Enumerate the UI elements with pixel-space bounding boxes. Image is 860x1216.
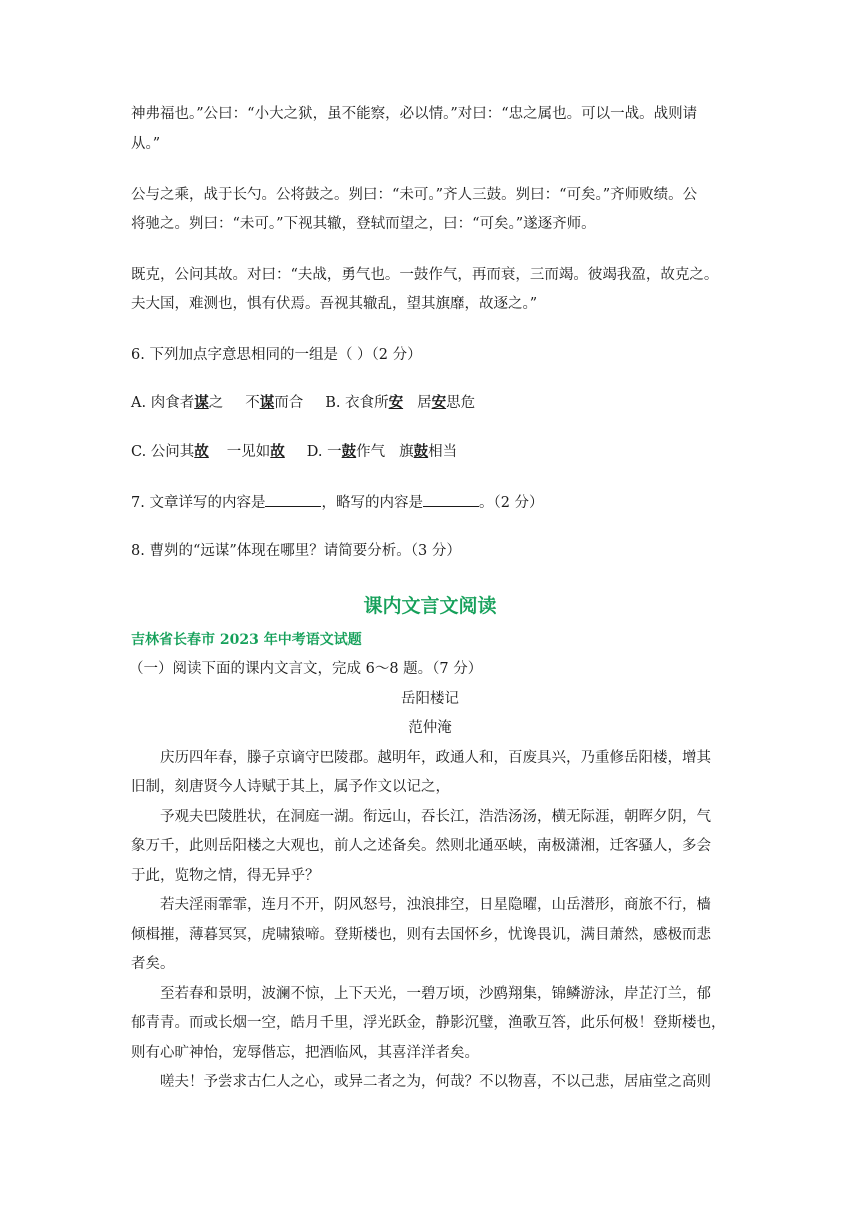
dotted-char: 安 [431,394,447,411]
option-a-label: A. [131,395,147,411]
question-6-options-ab [131,393,475,413]
question-7 [131,492,544,513]
passage-a-line: 既克，公问其故。对曰：“夫战，勇气也。一鼓作气，再而衰，三而竭。彼竭我盈，故克之。 [131,267,719,283]
option-text: 之 [208,395,224,411]
option-text: 衣食所 [345,395,389,411]
passage-b-line: 郁青青。而或长烟一空，皓月千里，浮光跃金，静影沉璧，渔歌互答，此乐何极！登斯楼也， [131,1015,726,1031]
dotted-char: 安 [388,394,404,411]
option-c-label: C. [131,444,147,460]
section-instruction: （一）阅读下面的课内文言文，完成 6～8 题。（7 分） [129,661,483,677]
answer-blank[interactable] [423,492,479,507]
option-text: 作气 [356,444,386,460]
option-text: 一见如 [226,444,271,460]
section-title: 课内文言文阅读 [363,595,497,617]
passage-a-line: 将驰之。刿曰：“未可。”下视其辙，登轼而望之，曰：“可矣。”遂逐齐师。 [131,216,596,232]
question-7-text: 。（2 分） [478,495,544,511]
dotted-char: 鼓 [341,443,357,460]
dotted-char: 谋 [194,394,209,411]
essay-title: 岳阳楼记 [401,691,459,707]
dotted-char: 故 [194,443,209,460]
passage-b-line: 若夫淫雨霏霏，连月不开，阴风怒号，浊浪排空，日星隐曜，山岳潜形，商旅不行，樯 [160,897,711,913]
question-6: 6. 下列加点字意思相同的一组是（ ）（2 分） [131,347,422,363]
option-text: 居 [417,395,432,411]
option-text: 相当 [428,444,458,460]
exam-source: 吉林省长春市 2023 年中考语文试题 [131,632,362,648]
option-d-label: D. [306,444,323,460]
question-7-text: 7. 文章详写的内容是 [131,495,266,511]
passage-b-line: 象万千，此则岳阳楼之大观也，前人之述备矣。然则北通巫峡，南极潇湘，迁客骚人，多会 [131,838,711,854]
essay-author: 范仲淹 [408,720,452,736]
option-text: 思危 [446,395,476,411]
passage-b-line: 至若春和景明，波澜不惊，上下天光，一碧万顷，沙鸥翔集，锦鳞游泳，岸芷汀兰，郁 [160,986,711,1002]
dotted-char: 鼓 [413,443,429,460]
passage-a-line: 夫大国，难测也，惧有伏焉。吾视其辙乱，望其旗靡，故逐之。” [131,296,538,312]
option-text: 公问其 [150,444,195,460]
passage-b-line: 庆历四年春，滕子京谪守巴陵郡。越明年，政通人和，百废具兴，乃重修岳阳楼，增其 [160,750,711,766]
option-text: 不 [245,395,260,411]
answer-blank[interactable] [265,492,321,507]
passage-b-line: 者矣。 [131,956,175,972]
dotted-char: 谋 [259,394,275,411]
question-8: 8. 曹刿的“远谋”体现在哪里？请简要分析。（3 分） [131,543,461,559]
passage-b-line: 则有心旷神怡，宠辱偕忘，把酒临风，其喜洋洋者矣。 [131,1045,479,1061]
passage-a-line: 公与之乘，战于长勺。公将鼓之。刿曰：“未可。”齐人三鼓。刿曰：“可矣。”齐师败绩。公 [131,187,698,203]
passage-b-line: 倾楫摧，薄暮冥冥，虎啸猿啼。登斯楼也，则有去国怀乡，忧谗畏讥，满目萧然，感极而悲 [131,927,711,943]
question-7-text: ，略写的内容是 [321,495,423,511]
option-text: 一 [327,444,342,460]
passage-a-line: 神弗福也。”公曰：“小大之狱，虽不能察，必以情。”对曰：“忠之属也。可以一战。战则请 [131,106,698,122]
passage-b-line: 予观夫巴陵胜状，在洞庭一湖。衔远山，吞长江，浩浩汤汤，横无际涯，朝晖夕阴，气 [160,809,711,825]
option-text: 而合 [274,395,304,411]
option-text: 旗 [399,444,414,460]
option-text: 肉食者 [150,395,195,411]
question-6-options-cd [131,442,457,462]
option-b-label: B. [325,395,341,411]
dotted-char: 故 [270,443,285,460]
passage-a-line: 从。” [131,136,161,152]
passage-b-line: 旧制，刻唐贤今人诗赋于其上，属予作文以记之， [131,779,450,795]
passage-b-line: 嗟夫！予尝求古仁人之心，或异二者之为，何哉？不以物喜，不以己悲，居庙堂之高则 [160,1074,711,1090]
passage-b-line: 于此，览物之情，得无异乎？ [131,868,320,884]
